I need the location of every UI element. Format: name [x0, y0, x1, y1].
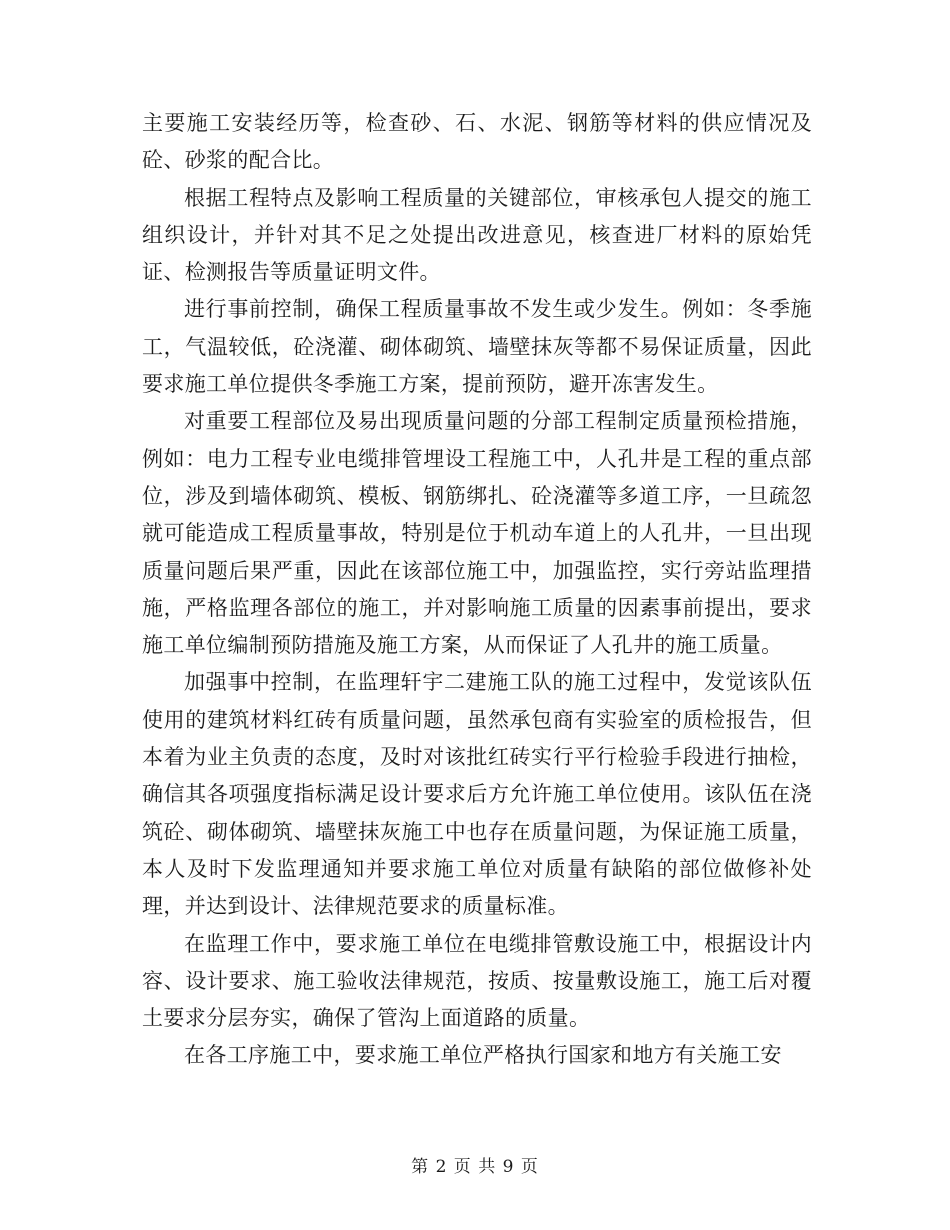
- paragraph-6: 在监理工作中，要求施工单位在电缆排管敷设施工中，根据设计内容、设计要求、施工验收法律规范，按质、按量敷设施工，施工后对覆土要求分层夯实，确保了管沟上面道路的质量。: [142, 931, 812, 1031]
- paragraph-1: 主要施工安装经历等，检查砂、石、水泥、钢筋等材料的供应情况及砼、砂浆的配合比。: [142, 111, 812, 173]
- paragraph-5: 加强事中控制，在监理轩宇二建施工队的施工过程中，发觉该队伍使用的建筑材料红砖有质量问题，虽然承包商有实验室的质检报告，但本着为业主负责的态度，及时对该批红砖实行平行检验手段进行抽检，确信其各项强度指标满足设计要求后方允许施工单位使用。该队伍在浇筑砼、砌体砌筑、墙壁抹灰施工中也存在质量问题，为保证施工质量，本人及时下发监理通知并要求施工单位对质量有缺陷的部位做修补处理，并达到设计、法律规范要求的质量标准。: [142, 670, 812, 919]
- page-footer: 第 2 页 共 9 页: [411, 1157, 539, 1177]
- paragraph-4: 对重要工程部位及易出现质量问题的分部工程制定质量预检措施，例如：电力工程专业电缆排管埋设工程施工中，人孔井是工程的重点部位，涉及到墙体砌筑、模板、钢筋绑扎、砼浇灌等多道工序，一旦疏忽就可能造成工程质量事故，特别是位于机动车道上的人孔井，一旦出现质量问题后果严重，因此在该部位施工中，加强监控，实行旁站监理措施，严格监理各部位的施工，并对影响施工质量的因素事前提出，要求施工单位编制预防措施及施工方案，从而保证了人孔井的施工质量。: [142, 409, 812, 658]
- document-body: [142, 105, 812, 1075]
- paragraph-2: 根据工程特点及影响工程质量的关键部位，审核承包人提交的施工组织设计，并针对其不足之处提出改进意见，核查进厂材料的原始凭证、检测报告等质量证明文件。: [142, 185, 812, 285]
- paragraph-7: 在各工序施工中，要求施工单位严格执行国家和地方有关施工安: [184, 1043, 782, 1068]
- paragraph-3: 进行事前控制，确保工程质量事故不发生或少发生。例如：冬季施工，气温较低，砼浇灌、砌体砌筑、墙壁抹灰等都不易保证质量，因此要求施工单位提供冬季施工方案，提前预防，避开冻害发生。: [142, 297, 812, 397]
